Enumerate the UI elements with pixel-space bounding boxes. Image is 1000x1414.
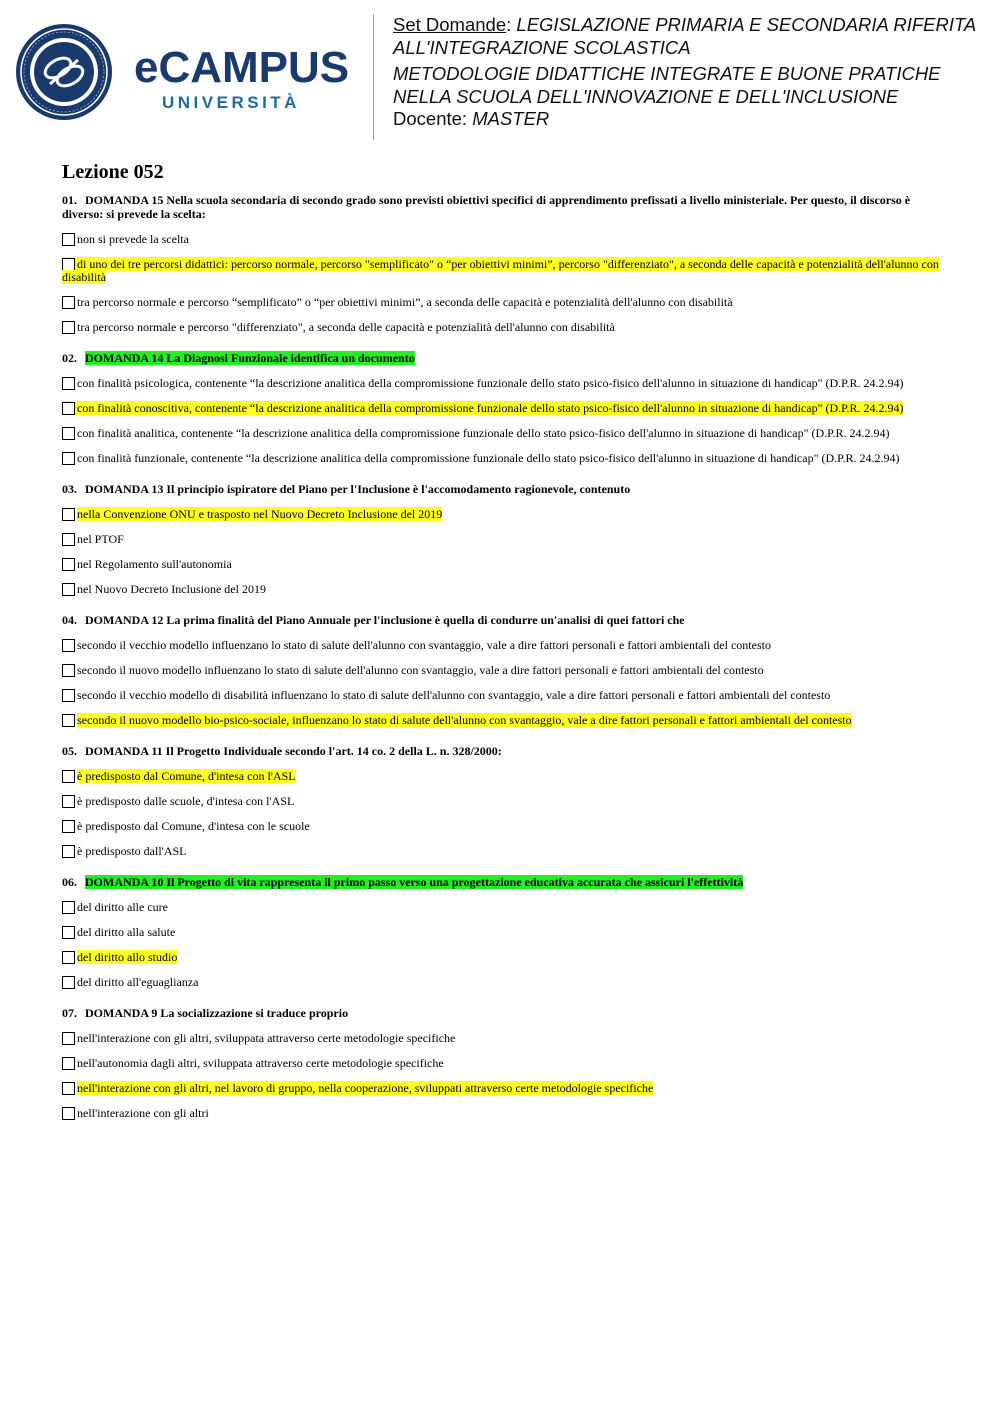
answer-option[interactable]: con finalità funzionale, contenente “la descrizione analitica della compromissione funzionale dello stato psico-fisico dell'alunno in situazione di handicap" (D.P.R. 24.2.94) (62, 452, 942, 465)
checkbox-icon[interactable] (62, 926, 75, 939)
svg-text:eCAMPUS: eCAMPUS (134, 43, 350, 92)
question-03 (62, 482, 942, 596)
answer-option[interactable]: nell'autonomia dagli altri, sviluppata attraverso certe metodologie specifiche (62, 1057, 942, 1070)
highlighted-question: DOMANDA 14 La Diagnosi Funzionale identifica un documento (85, 351, 415, 365)
ecampus-logo (14, 22, 359, 122)
checkbox-icon[interactable] (62, 1107, 75, 1120)
answer-option[interactable]: nel PTOF (62, 533, 942, 546)
question-text: 07. DOMANDA 9 La socializzazione si traduce proprio (62, 1006, 349, 1020)
question-text: 05. DOMANDA 11 Il Progetto Individuale secondo l'art. 14 co. 2 della L. n. 328/2000: (62, 744, 502, 758)
highlighted-answer: nell'interazione con gli altri, nel lavoro di gruppo, nella cooperazione, sviluppati attraverso certe metodologie specifiche (77, 1081, 654, 1095)
answer-option[interactable]: è predisposto dall'ASL (62, 845, 942, 858)
checkbox-icon[interactable] (62, 558, 75, 571)
answer-option-correct[interactable] (62, 1082, 942, 1095)
checkbox-icon[interactable] (62, 508, 75, 521)
question-text: 06. DOMANDA 10 Il Progetto di vita rappresenta il primo passo verso una progettazione educativa accurata che assicuri l'effettività (62, 875, 744, 889)
checkbox-icon[interactable] (62, 901, 75, 914)
checkbox-icon[interactable] (62, 533, 75, 546)
answer-option-correct[interactable] (62, 714, 942, 727)
highlighted-answer: è predisposto dal Comune, d'intesa con l'ASL (77, 769, 296, 783)
answer-option[interactable]: nel Nuovo Decreto Inclusione del 2019 (62, 583, 942, 596)
checkbox-icon[interactable] (62, 1032, 75, 1045)
course-subtitle: METODOLOGIE DIDATTICHE INTEGRATE E BUONE PRATICHE (393, 63, 941, 84)
highlighted-answer: con finalità conoscitiva, contenente “la descrizione analitica della compromissione funzionale dello stato psico-fisico dell'alunno in situazione di handicap" (D.P.R. 24.2.94) (62, 401, 903, 415)
answer-option[interactable]: secondo il vecchio modello influenzano lo stato di salute dell'alunno con svantaggio, vale a dire fattori personali e fattori ambientali del contesto (62, 639, 942, 652)
checkbox-icon[interactable] (62, 689, 75, 702)
question-07 (62, 1006, 942, 1120)
answer-option[interactable]: tra percorso normale e percorso “semplificato” o “per obiettivi minimi”, a seconda delle capacità e potenzialità dell'alunno con disabilità (62, 296, 942, 309)
checkbox-icon[interactable] (62, 583, 75, 596)
answer-option-correct[interactable] (62, 770, 942, 783)
checkbox-icon[interactable] (62, 377, 75, 390)
quiz-content (62, 160, 942, 1137)
answer-option[interactable]: nel Regolamento sull'autonomia (62, 558, 942, 571)
checkbox-icon[interactable] (62, 296, 75, 309)
checkbox-icon[interactable] (62, 951, 75, 964)
set-label: Set Domande (393, 14, 507, 35)
highlighted-question: DOMANDA 10 Il Progetto di vita rappresenta il primo passo verso una progettazione educativa accurata che assicuri l'effettività (85, 875, 744, 889)
checkbox-icon[interactable] (62, 664, 75, 677)
answer-option-correct[interactable] (62, 402, 942, 415)
highlighted-answer: secondo il nuovo modello bio-psico-sociale, influenzano lo stato di salute dell'alunno con svantaggio, vale a dire fattori personali e fattori ambientali del contesto (77, 713, 852, 727)
answer-option-correct[interactable] (62, 258, 942, 284)
highlighted-answer: nella Convenzione ONU e trasposto nel Nuovo Decreto Inclusione del 2019 (77, 507, 443, 521)
lesson-title: Lezione 052 (62, 161, 164, 183)
answer-option[interactable]: è predisposto dalle scuole, d'intesa con l'ASL (62, 795, 942, 808)
checkbox-icon[interactable] (62, 714, 75, 727)
answer-option[interactable]: con finalità psicologica, contenente “la descrizione analitica della compromissione funzionale dello stato psico-fisico dell'alunno in situazione di handicap" (D.P.R. 24.2.94) (62, 377, 942, 390)
answer-option[interactable]: è predisposto dal Comune, d'intesa con le scuole (62, 820, 942, 833)
question-text: 02. DOMANDA 14 La Diagnosi Funzionale identifica un documento (62, 351, 415, 365)
docente-name: MASTER (472, 108, 550, 129)
highlighted-answer: del diritto allo studio (77, 950, 178, 964)
university-seal-icon (14, 22, 359, 122)
question-04 (62, 613, 942, 727)
checkbox-icon[interactable] (62, 845, 75, 858)
course-info (393, 14, 993, 131)
checkbox-icon[interactable] (62, 820, 75, 833)
checkbox-icon[interactable] (62, 1082, 75, 1095)
question-05 (62, 744, 942, 858)
answer-option[interactable]: nell'interazione con gli altri (62, 1107, 942, 1120)
checkbox-icon[interactable] (62, 402, 75, 415)
answer-option[interactable]: non si prevede la scelta (62, 233, 942, 246)
question-text: 03. DOMANDA 13 Il principio ispiratore del Piano per l'Inclusione è l'accomodamento ragionevole, contenuto (62, 482, 631, 496)
set-title-line: Set Domande: LEGISLAZIONE PRIMARIA E SECONDARIA RIFERITA (393, 14, 977, 35)
course-subtitle-cont: NELLA SCUOLA DELL'INNOVAZIONE E DELL'INCLUSIONE (393, 85, 899, 107)
checkbox-icon[interactable] (62, 770, 75, 783)
set-title-cont: ALL'INTEGRAZIONE SCOLASTICA (393, 36, 691, 58)
checkbox-icon[interactable] (62, 795, 75, 808)
answer-option[interactable]: del diritto all'eguaglianza (62, 976, 942, 989)
answer-option[interactable]: del diritto alle cure (62, 901, 942, 914)
answer-option-correct[interactable] (62, 951, 942, 964)
docente-line: Docente: MASTER (393, 108, 550, 129)
answer-option[interactable]: secondo il vecchio modello di disabilità influenzano lo stato di salute dell'alunno con svantaggio, vale a dire fattori personali e fattori ambientali del contesto (62, 689, 942, 702)
answer-option[interactable]: nell'interazione con gli altri, sviluppata attraverso certe metodologie specifiche (62, 1032, 942, 1045)
highlighted-answer: di uno dei tre percorsi didattici: percorso normale, percorso "semplificato" o “per obiettivi minimi”, percorso "differenziato", a seconda delle capacità e potenzialità dell'alunno con disabilità (62, 257, 939, 284)
question-01 (62, 193, 942, 334)
answer-option[interactable]: secondo il nuovo modello influenzano lo stato di salute dell'alunno con svantaggio, vale a dire fattori personali e fattori ambientali del contesto (62, 664, 942, 677)
checkbox-icon[interactable] (62, 233, 75, 246)
question-06 (62, 875, 942, 989)
page-header (0, 0, 1000, 150)
answer-option[interactable]: tra percorso normale e percorso "differenziato", a seconda delle capacità e potenzialità dell'alunno con disabilità (62, 321, 942, 334)
checkbox-icon[interactable] (62, 427, 75, 440)
answer-option[interactable]: del diritto alla salute (62, 926, 942, 939)
question-text: 01. DOMANDA 15 Nella scuola secondaria di secondo grado sono previsti obiettivi specifici di apprendimento prefissati a livello ministeriale. Per questo, il discorso è diverso: si prevede la scelta: (62, 193, 911, 221)
question-text: 04. DOMANDA 12 La prima finalità del Piano Annuale per l'inclusione è quella di condurre un'analisi di quei fattori che (62, 613, 685, 627)
checkbox-icon[interactable] (62, 639, 75, 652)
answer-option-correct[interactable] (62, 508, 942, 521)
checkbox-icon[interactable] (62, 321, 75, 334)
answer-option[interactable]: con finalità analitica, contenente “la descrizione analitica della compromissione funzionale dello stato psico-fisico dell'alunno in situazione di handicap" (D.P.R. 24.2.94) (62, 427, 942, 440)
checkbox-icon[interactable] (62, 452, 75, 465)
checkbox-icon[interactable] (62, 1057, 75, 1070)
checkbox-icon[interactable] (62, 976, 75, 989)
question-02 (62, 351, 942, 465)
svg-text:UNIVERSITÀ: UNIVERSITÀ (162, 93, 300, 112)
set-title: LEGISLAZIONE PRIMARIA E SECONDARIA RIFERITA (516, 14, 977, 35)
header-divider (373, 14, 374, 140)
